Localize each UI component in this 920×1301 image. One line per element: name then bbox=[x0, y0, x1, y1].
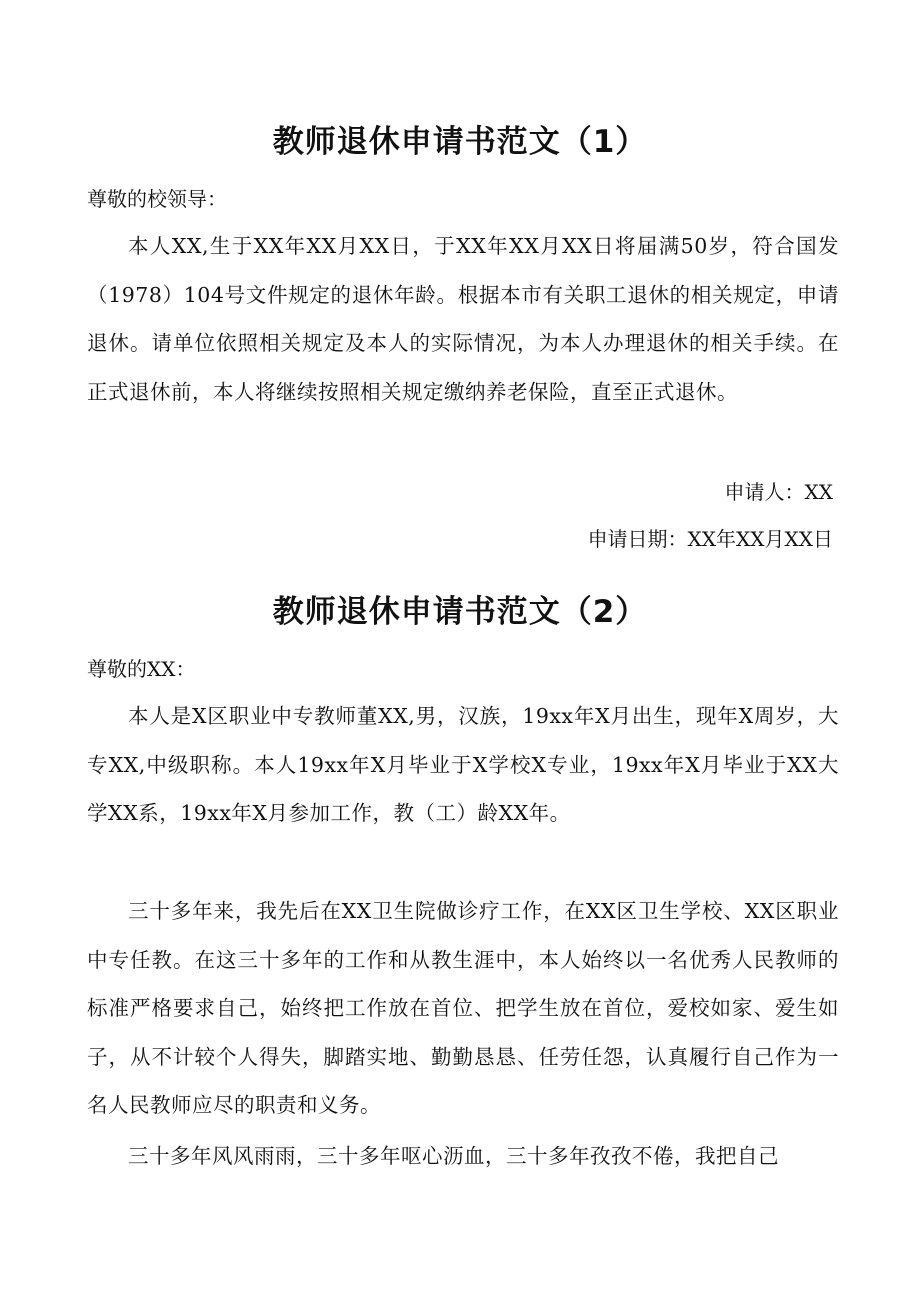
letter1-salutation: 尊敬的校领导： bbox=[87, 187, 227, 211]
letter1-title: 教师退休申请书范文（1） bbox=[272, 124, 648, 160]
letter1-applicant: 申请人：XX bbox=[724, 480, 833, 504]
letter1-paragraph-1: 本人XX,生于XX年XX月XX日，于XX年XX月XX日将届满50岁，符合国发（1978）104号文件规定的退休年龄。根据本市有关职工退休的相关规定，申请退休。请单位依照相关规定及本人的实际情况，为本人办理退休的相关手续。在正式退休前，本人将继续按照相关规定缴纳养老保险，直至正式退休。 bbox=[87, 234, 839, 404]
letter2-title: 教师退休申请书范文（2） bbox=[272, 594, 648, 630]
letter2-salutation: 尊敬的XX： bbox=[87, 657, 196, 681]
letter2-paragraph-1: 本人是X区职业中专教师董XX,男，汉族，19xx年X月出生，现年X周岁，大专XX,中级职称。本人19xx年X月毕业于X学校X专业，19xx年X月毕业于XX大学XX系，19xx年X月参加工作，教（工）龄XX年。 bbox=[87, 704, 839, 825]
letter2-paragraph-3: 三十多年风风雨雨，三十多年呕心沥血，三十多年孜孜不倦，我把自己 bbox=[128, 1144, 779, 1168]
letter2-paragraph-2: 三十多年来，我先后在XX卫生院做诊疗工作，在XX区卫生学校、XX区职业中专任教。在这三十多年的工作和从教生涯中，本人始终以一名优秀人民教师的标准严格要求自己，始终把工作放在首位、把学生放在首位，爱校如家、爱生如子，从不计较个人得失，脚踏实地、勤勤恳恳、任劳任怨，认真履行自己作为一名人民教师应尽的职责和义务。 bbox=[87, 899, 839, 1117]
letter1-date: 申请日期：XX年XX月XX日 bbox=[587, 527, 833, 551]
